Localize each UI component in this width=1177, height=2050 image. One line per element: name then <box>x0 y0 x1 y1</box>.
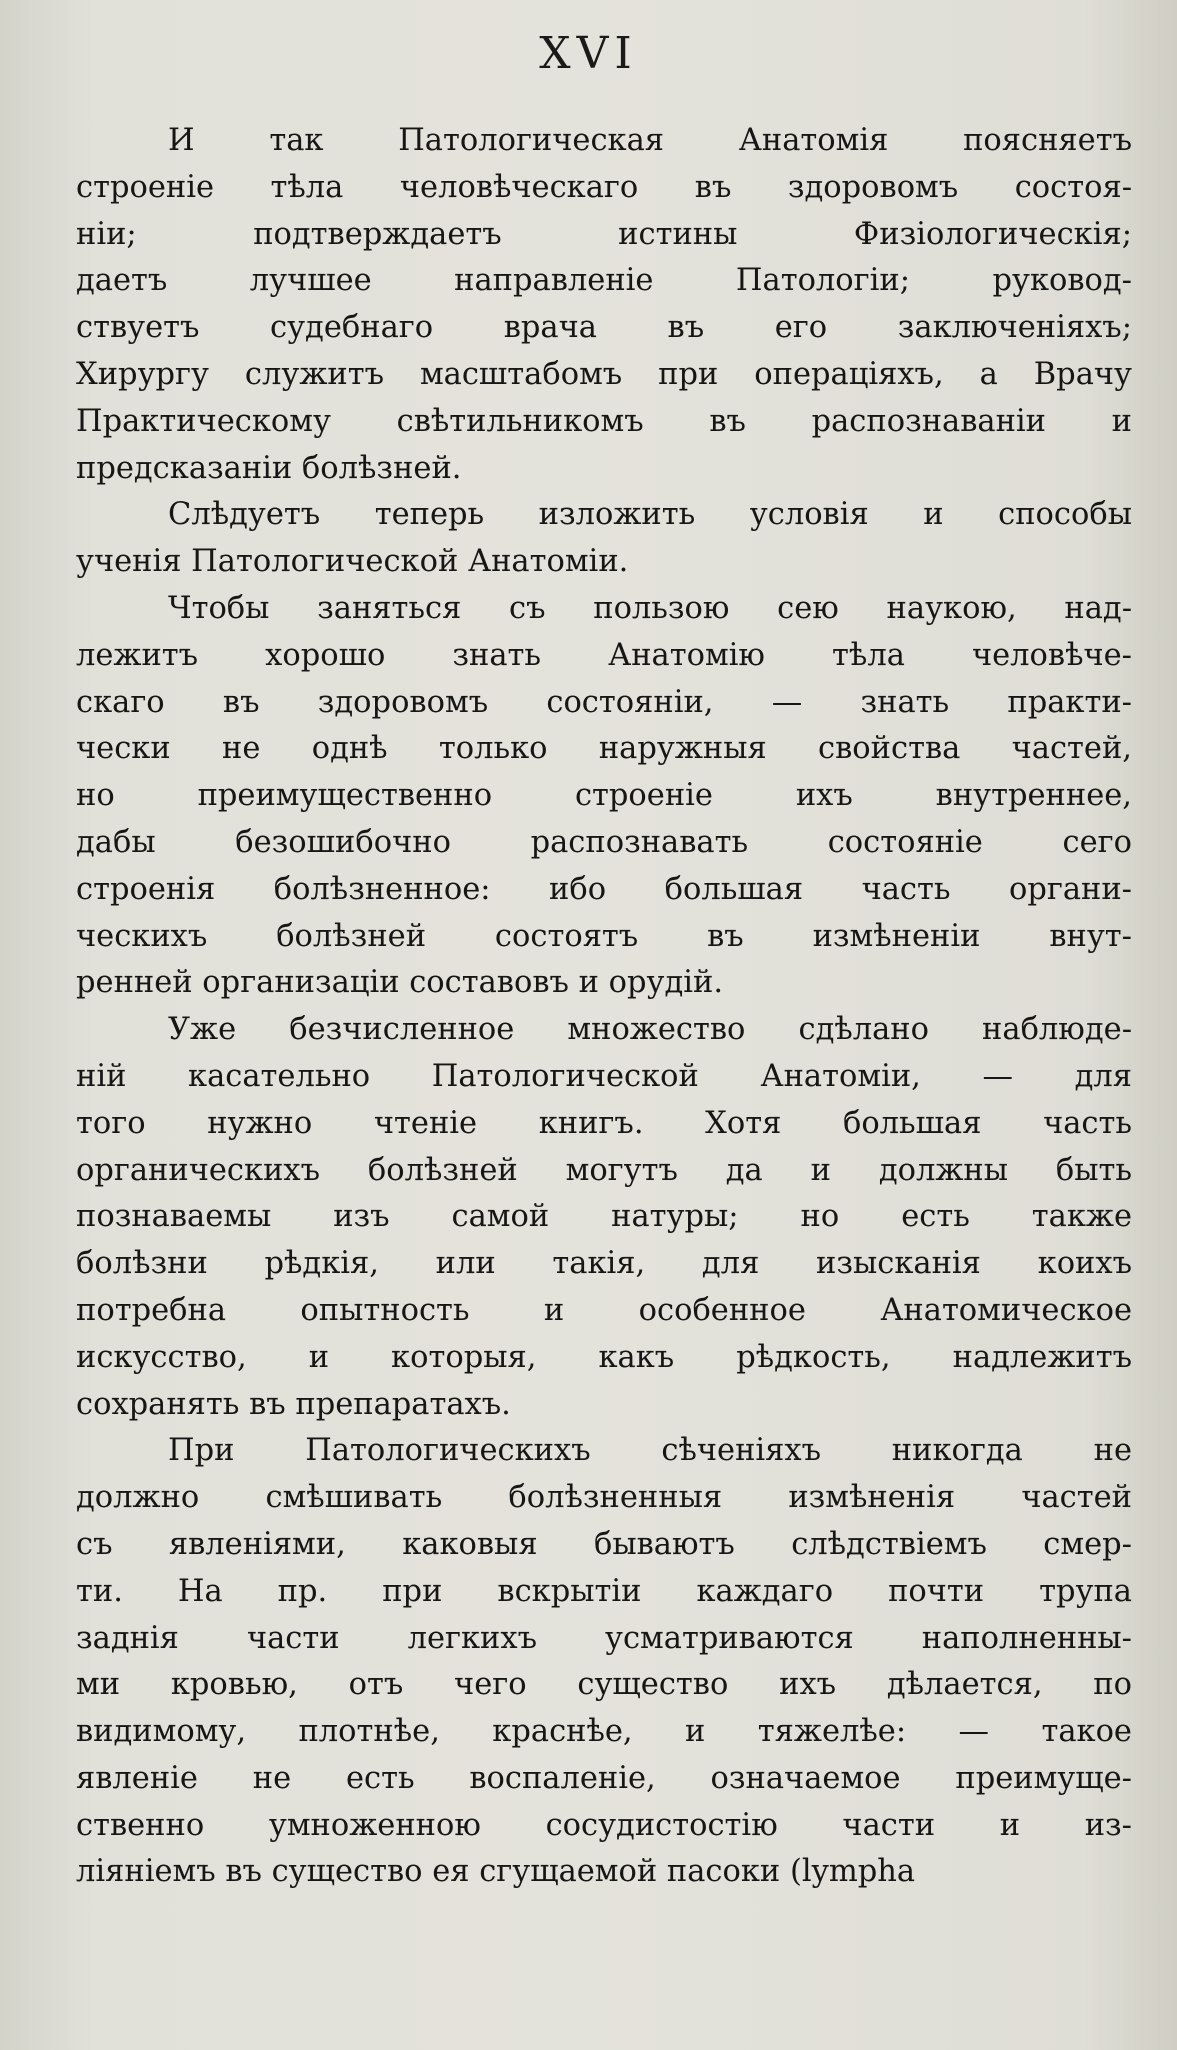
text-line: И так Патологическая Анатомія поясняетъ <box>168 123 1132 158</box>
text-line: лежитъ хорошо знать Анатомію тѣла человѣче- <box>76 637 1132 673</box>
paragraph <box>76 492 1132 586</box>
text-line: Уже безчисленное множество сдѣлано наблюде- <box>168 1012 1132 1048</box>
page-body-text <box>76 118 1132 1896</box>
text-line: сохранять въ препаратахъ. <box>76 1386 511 1422</box>
text-line: ми кровью, отъ чего существо ихъ дѣлается, по <box>76 1667 1132 1703</box>
text-line: ственно умноженною сосудистостію части и из- <box>76 1807 1132 1843</box>
paragraph <box>76 1428 1132 1896</box>
text-line: съ явленіями, каковыя бываютъ слѣдствіемъ смер- <box>76 1526 1132 1562</box>
text-line: потребна опытность и особенное Анатомическое <box>76 1292 1132 1328</box>
text-line: болѣзни рѣдкія, или такія, для изысканія коихъ <box>76 1246 1132 1282</box>
text-line: ренней организаціи составовъ и орудій. <box>76 965 724 1001</box>
text-line: ній касательно Патологической Анатоміи, — для <box>76 1058 1132 1094</box>
paragraph <box>76 586 1132 1007</box>
text-line: даетъ лучшее направленіе Патологіи; руковод- <box>76 263 1132 299</box>
text-line: строенія болѣзненное: ибо большая часть органи- <box>76 871 1132 907</box>
text-line: предсказаніи болѣзней. <box>76 450 462 486</box>
text-line: Чтобы заняться съ пользою сею наукою, над- <box>168 590 1132 626</box>
paragraph <box>76 1007 1132 1428</box>
text-line: видимому, плотнѣе, краснѣе, и тяжелѣе: — такое <box>76 1714 1132 1750</box>
text-line: должно смѣшивать болѣзненныя измѣненія частей <box>76 1480 1132 1516</box>
text-line: органическихъ болѣзней могутъ да и должны быть <box>76 1152 1132 1188</box>
text-line: Хирургу служитъ масштабомъ при операціяхъ, а Врачу <box>76 356 1132 392</box>
text-line: заднія части легкихъ усматриваются наполненны- <box>76 1620 1132 1656</box>
paragraph <box>76 118 1132 492</box>
text-line: ти. На пр. при вскрытіи каждаго почти трупа <box>76 1573 1132 1609</box>
page-number: XVI <box>539 28 638 79</box>
text-line: чески не однѣ только наружныя свойства частей, <box>76 731 1132 767</box>
text-line: ученія Патологической Анатоміи. <box>76 544 629 580</box>
text-line: того нужно чтеніе книгъ. Хотя большая часть <box>76 1105 1132 1141</box>
text-line: познаваемы изъ самой натуры; но есть также <box>76 1199 1132 1235</box>
text-line: ствуетъ судебнаго врача въ его заключеніяхъ; <box>76 310 1132 346</box>
text-line: Слѣдуетъ теперь изложить условія и способы <box>168 497 1132 533</box>
text-line: но преимущественно строеніе ихъ внутреннее, <box>76 778 1132 814</box>
text-line: строеніе тѣла человѣческаго въ здоровомъ состоя- <box>76 169 1132 205</box>
text-line: ніи; подтверждаетъ истины Физіологическія; <box>76 216 1132 252</box>
text-line: При Патологическихъ сѣченіяхъ никогда не <box>168 1433 1132 1469</box>
text-line: искусство, и которыя, какъ рѣдкость, надлежитъ <box>76 1339 1132 1375</box>
text-line: явленіе не есть воспаленіе, означаемое преимуще- <box>76 1760 1132 1796</box>
text-line: скаго въ здоровомъ состояніи, — знать практи- <box>76 684 1132 720</box>
text-line: Практическому свѣтильникомъ въ распознаваніи и <box>76 403 1132 439</box>
text-line: ліяніемъ въ существо ея сгущаемой пасоки (lympha <box>76 1854 916 1890</box>
text-line: ческихъ болѣзней состоятъ въ измѣненіи внут- <box>76 918 1132 954</box>
text-line: дабы безошибочно распознавать состояніе сего <box>76 824 1132 860</box>
